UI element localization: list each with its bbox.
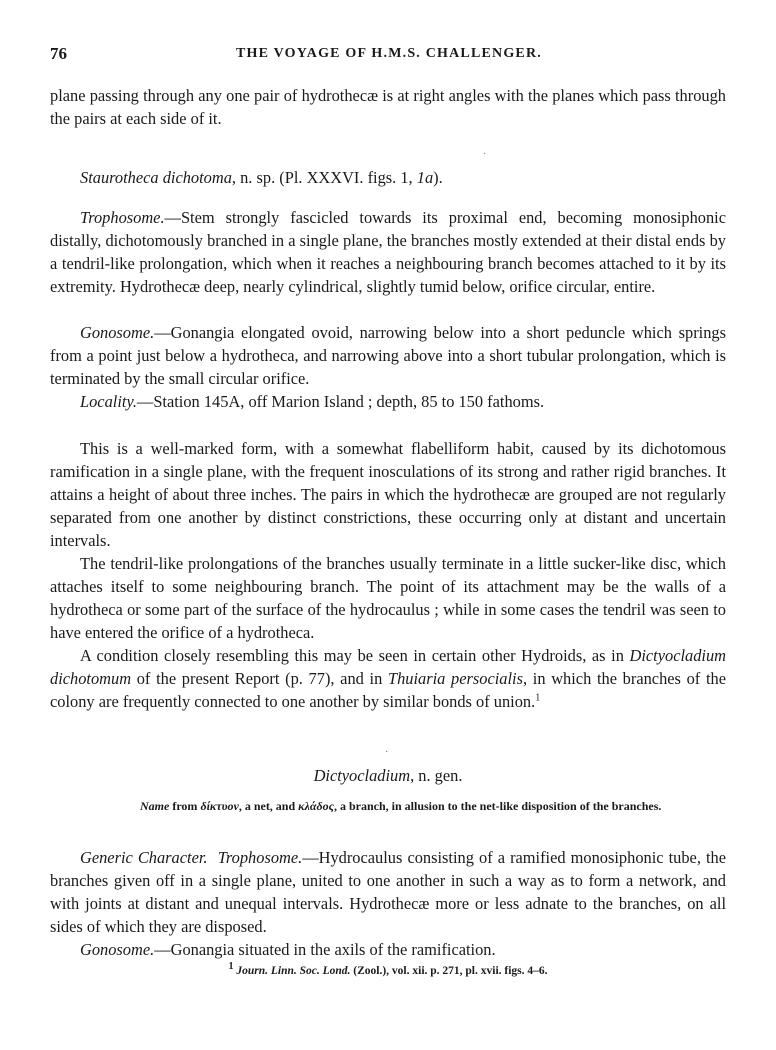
separator-dot-2: ·	[385, 747, 389, 758]
genus-gonosome-paragraph: Gonosome.—Gonangia situated in the axils of the ramification.	[80, 940, 496, 959]
species-heading: Staurotheca dichotoma, n. sp. (Pl. XXXVI. figs. 1, 1a).	[80, 168, 443, 187]
page-number: 76	[50, 44, 67, 63]
locality-paragraph: Locality.—Station 145A, off Marion Island ; depth, 85 to 150 fathoms.	[80, 392, 545, 411]
trophosome-label: Trophosome.	[80, 208, 165, 227]
discussion-paragraph-3: A condition closely resembling this may be seen in certain other Hydroids, as in Dictyocladium dichotomum of the present Report (p. 77), and in Thuiaria persocialis, in which the branches of the colony are frequently connected to one another by similar bonds of union.$^1$	[50, 646, 726, 711]
genus-trophosome-label: Trophosome.	[217, 848, 303, 867]
generic-character-paragraph: Generic Character. Trophosome.—Hydrocaulus consisting of a ramified monosiphonic tube, the branches given off in a single plane, united to one another in such a way as to form a network, and with joints at distant and unequal intervals. Hydrothecæ more or less adnate to the branches, on all sides of which they are disposed.	[50, 848, 727, 936]
footnote: $^1$ Journ. Linn. Soc. Lond. (Zool.), vol. xii. p. 271, pl. xvii. figs. 4–6.	[228, 961, 548, 977]
gonosome-paragraph: Gonosome.—Gonangia elongated ovoid, narrowing below into a short peduncle which springs from a point just below a hydrotheca, and narrowing above into a short tubular prolongation, which is terminated by the small circular orifice.	[50, 323, 726, 388]
separator-dot: ·	[483, 149, 487, 160]
footnote-mark: 1	[228, 961, 234, 973]
journal-title: Journ. Linn. Soc. Lond.	[236, 965, 351, 977]
generic-character-label: Generic Character.	[80, 848, 208, 867]
genus-gonosome-label: Gonosome.	[80, 940, 155, 959]
discussion-paragraph-1: This is a well-marked form, with a somewhat flabelliform habit, caused by its dichotomous ramification in a single plane, with the frequent inosculations of its strong and rather rigid branches. It attains a height of about three inches. The pairs in which the hydrothecæ are grouped are not regularly separated from one another by distinct constrictions, these occurring only at distant and uncertain intervals.	[50, 439, 726, 550]
species-name: Staurotheca dichotoma	[80, 168, 232, 187]
page-header	[50, 44, 728, 68]
genus-name: Dictyocladium	[313, 766, 411, 785]
trophosome-paragraph: Trophosome.—Stem strongly fascicled towards its proximal end, becoming monosiphonic distally, dichotomously branched in a single plane, the branches mostly extended at their distal ends by a tendril-like prolongation, which when it reaches a neighbouring branch becomes attached to it by its extremity. Hydrothecæ deep, nearly cylindrical, slightly tumid below, orifice circular, entire.	[50, 208, 726, 296]
locality-label: Locality.	[80, 392, 137, 411]
etymology-note: Name from δίκτυον, a net, and κλάδος, a branch, in allusion to the net-like disposition of the branches.	[140, 799, 662, 813]
genus-heading: Dictyocladium, n. gen.	[313, 766, 463, 785]
discussion-paragraph-2: The tendril-like prolongations of the branches usually terminate in a little sucker-like disc, which attaches itself to some neighbouring branch. The point of its attachment may be the walls of a hydrotheca or some part of the surface of the hydrocaulus ; while in some cases the tendril was seen to have entered the orifice of a hydrotheca.	[50, 554, 726, 642]
running-title: THE VOYAGE OF H.M.S. CHALLENGER.	[236, 46, 542, 61]
footnote-reference[interactable]: 1	[535, 692, 541, 704]
intro-paragraph: plane passing through any one pair of hydrothecæ is at right angles with the planes which pass through the pairs at each side of it.	[50, 86, 726, 128]
gonosome-label: Gonosome.	[80, 323, 155, 342]
